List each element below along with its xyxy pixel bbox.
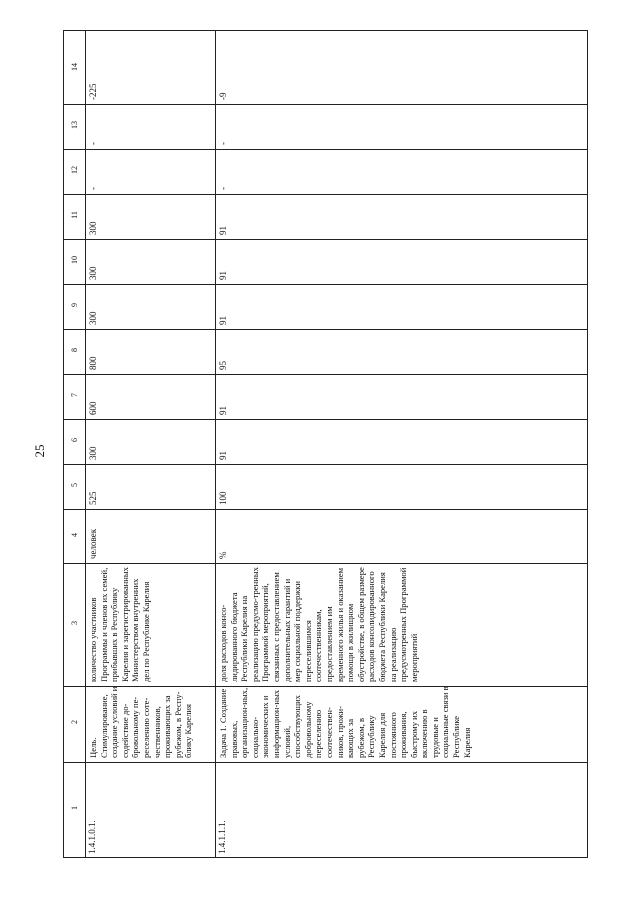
header-cell: 11 — [70, 211, 79, 219]
row1-c13: - — [88, 142, 98, 145]
row-divider — [215, 30, 216, 858]
header-cell: 13 — [70, 121, 79, 129]
row2-unit: % — [218, 551, 228, 559]
row1-c11: 300 — [88, 221, 98, 235]
row1-c6: 300 — [88, 446, 98, 460]
row1-c12: - — [88, 187, 98, 190]
row2-c5: 100 — [218, 491, 228, 505]
row1-code: 1.4.1.0.1. — [87, 820, 97, 854]
col-divider — [63, 239, 587, 240]
header-cell: 4 — [70, 533, 79, 537]
header-cell: 7 — [70, 393, 79, 397]
row1-c7: 600 — [88, 401, 98, 415]
row-divider — [85, 30, 86, 858]
col-divider — [63, 284, 587, 285]
row1-c5: 525 — [88, 491, 98, 505]
row2-c9: 91 — [218, 316, 228, 325]
row2-c6: 91 — [218, 451, 228, 460]
header-cell: 2 — [70, 720, 79, 724]
header-cell: 5 — [70, 483, 79, 487]
row2-c8: 95 — [218, 361, 228, 370]
col-divider — [63, 194, 587, 195]
header-cell: 9 — [70, 303, 79, 307]
header-cell: 1 — [70, 806, 79, 810]
col-divider — [63, 509, 587, 510]
header-cell: 8 — [70, 348, 79, 352]
row2-c10: 91 — [218, 271, 228, 280]
header-cell: 6 — [70, 438, 79, 442]
table-border-bottom — [63, 857, 587, 858]
header-cell: 3 — [70, 621, 79, 625]
page-number: 25 — [32, 444, 47, 458]
row1-c14: -225 — [88, 83, 98, 100]
row2-c13: - — [218, 142, 228, 145]
table-border-right — [587, 30, 588, 858]
table-border-top — [63, 30, 587, 31]
row1-c10: 300 — [88, 266, 98, 280]
col-divider — [63, 762, 587, 763]
col-divider — [63, 464, 587, 465]
row1-indicator: количество участников Программы и членов их семей, прибывших в Республику Карелия и зарегистрированных Министерством внутренних дел по Республике Карелия — [88, 567, 151, 682]
row1-unit: человек — [88, 528, 98, 559]
header-cell: 14 — [70, 63, 79, 71]
row2-code: 1.4.1.1.1. — [217, 820, 227, 854]
col-divider — [63, 104, 587, 105]
col-divider — [63, 149, 587, 150]
row2-c14: -9 — [218, 92, 228, 100]
row1-c8: 800 — [88, 356, 98, 370]
row2-indicator: доля расходов консо-лидированного бюджета Республики Карелия на реализацию предусмо-тренных Программой мероприятий, связанных с предоставлением дополнительных гарантий и мер социальной поддержки переселившимся соотечественникам, предоставлением им временного жилья и оказанием помощи в жилищном обустройстве, в общем размере расходов консолидированного бюджета Республики Карелия на реализацию предусмотренных Программой мероприятий — [218, 567, 419, 682]
col-divider — [63, 374, 587, 375]
row2-c7: 91 — [218, 406, 228, 415]
header-cell: 12 — [70, 166, 79, 174]
row2-c12: - — [218, 187, 228, 190]
col-divider — [63, 329, 587, 330]
col-divider — [63, 419, 587, 420]
header-cell: 10 — [70, 256, 79, 264]
row1-c9: 300 — [88, 311, 98, 325]
row1-goal: Цель. Стимулирование, создание условий и содействие до-бровольному пе-реселению соте-чественников, проживающих за рубежом, в Респу-блику Карелия — [88, 686, 194, 758]
row2-c11: 91 — [218, 226, 228, 235]
row2-goal: Задача 1. Создание правовых, организацион-ных, социально-экономических и информацион-ных условий, способствующих добровольному переселению соотечествен-ников, прожи-вающих за рубежом, в Республику Карелия для постоянного проживания, быстрому их включению в трудовые и социальные связи в Республике Карелия — [218, 686, 472, 758]
table-border-left — [63, 30, 64, 858]
